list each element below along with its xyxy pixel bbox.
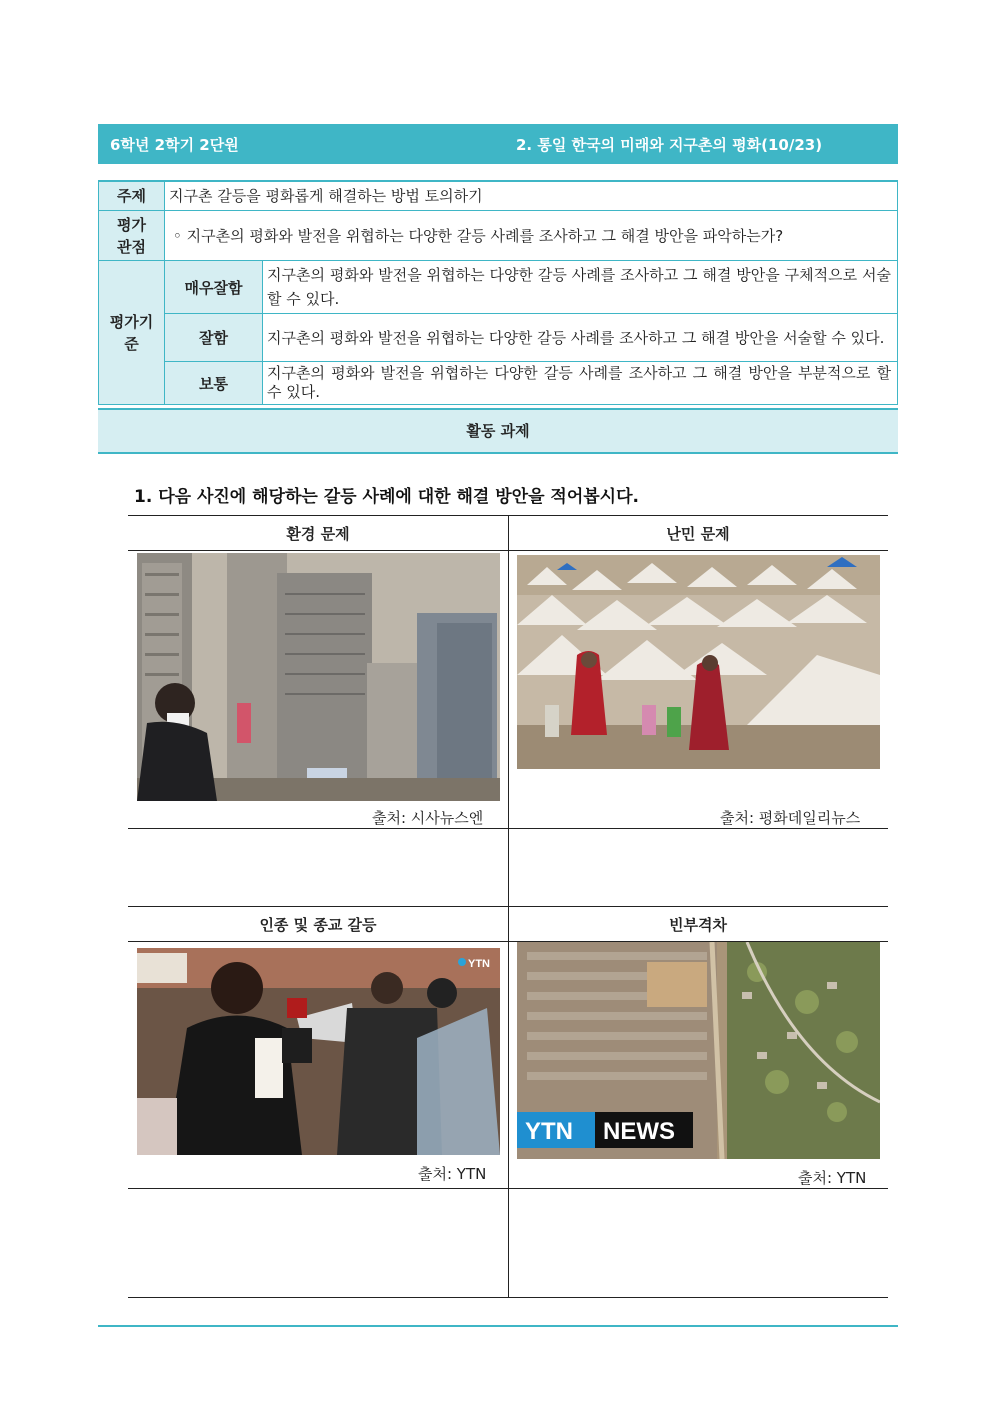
activity-header: 활동 과제 [98,408,898,454]
level-label: 보통 [165,362,263,405]
level-label: 매우잘함 [165,261,263,314]
view-text: ◦ 지구촌의 평화와 발전을 위협하는 다양한 갈등 사례를 조사하고 그 해결 방안을 파악하는가? [165,211,898,261]
ytn-logo-text: YTN [525,1118,573,1145]
level-label: 잘함 [165,314,263,362]
photo-source: 출처: 시사뉴스엔 [372,809,484,827]
cell-title-refugee: 난민 문제 [666,525,730,543]
unit-label: 6학년 2학기 2단원 [110,136,239,154]
assessment-table [98,180,898,405]
aerial-wealth-gap-photo [517,942,880,1159]
footer-line [98,1325,898,1327]
photo-source: 출처: YTN [418,1165,487,1183]
photo-source: 출처: 평화데일리뉴스 [720,809,861,827]
lesson-title: 2. 통일 한국의 미래와 지구촌의 평화(10/23) [516,136,823,154]
question-text: 1. 다음 사진에 해당하는 갈등 사례에 대한 해결 방안을 적어봅시다. [134,487,639,507]
view-label: 평가 관점 [99,211,165,261]
level-text: 지구촌의 평화와 발전을 위협하는 다양한 갈등 사례를 조사하고 그 해결 방안을 구체적으로 서술할 수 있다. [263,261,898,314]
level-text: 지구촌의 평화와 발전을 위협하는 다양한 갈등 사례를 조사하고 그 해결 방안을 서술할 수 있다. [263,314,898,362]
answer-grid [128,515,888,1298]
protest-photo [137,948,500,1155]
photo-source: 출처: YTN [798,1169,867,1187]
answer-area-environment[interactable] [128,829,508,906]
answer-area-wealth-gap[interactable] [509,1189,888,1297]
divider [508,515,509,1298]
level-text: 지구촌의 평화와 발전을 위협하는 다양한 갈등 사례를 조사하고 그 해결 방안을 부분적으로 할 수 있다. [263,362,898,405]
answer-area-race-religion[interactable] [128,1189,508,1297]
smog-city-photo [137,553,500,801]
criteria-label: 평가기 준 [99,261,165,405]
unit-header-bar [98,124,898,164]
news-logo-text: NEWS [603,1118,675,1145]
topic-text: 지구촌 갈등을 평화롭게 해결하는 방법 토의하기 [165,181,898,211]
cell-title-wealth-gap: 빈부격차 [669,916,727,934]
answer-area-refugee[interactable] [509,829,888,906]
topic-label: 주제 [99,181,165,211]
ytn-watermark: YTN [468,958,490,970]
cell-title-race-religion: 인종 및 종교 갈등 [259,916,377,934]
refugee-camp-photo [517,555,880,769]
cell-title-environment: 환경 문제 [286,525,350,543]
